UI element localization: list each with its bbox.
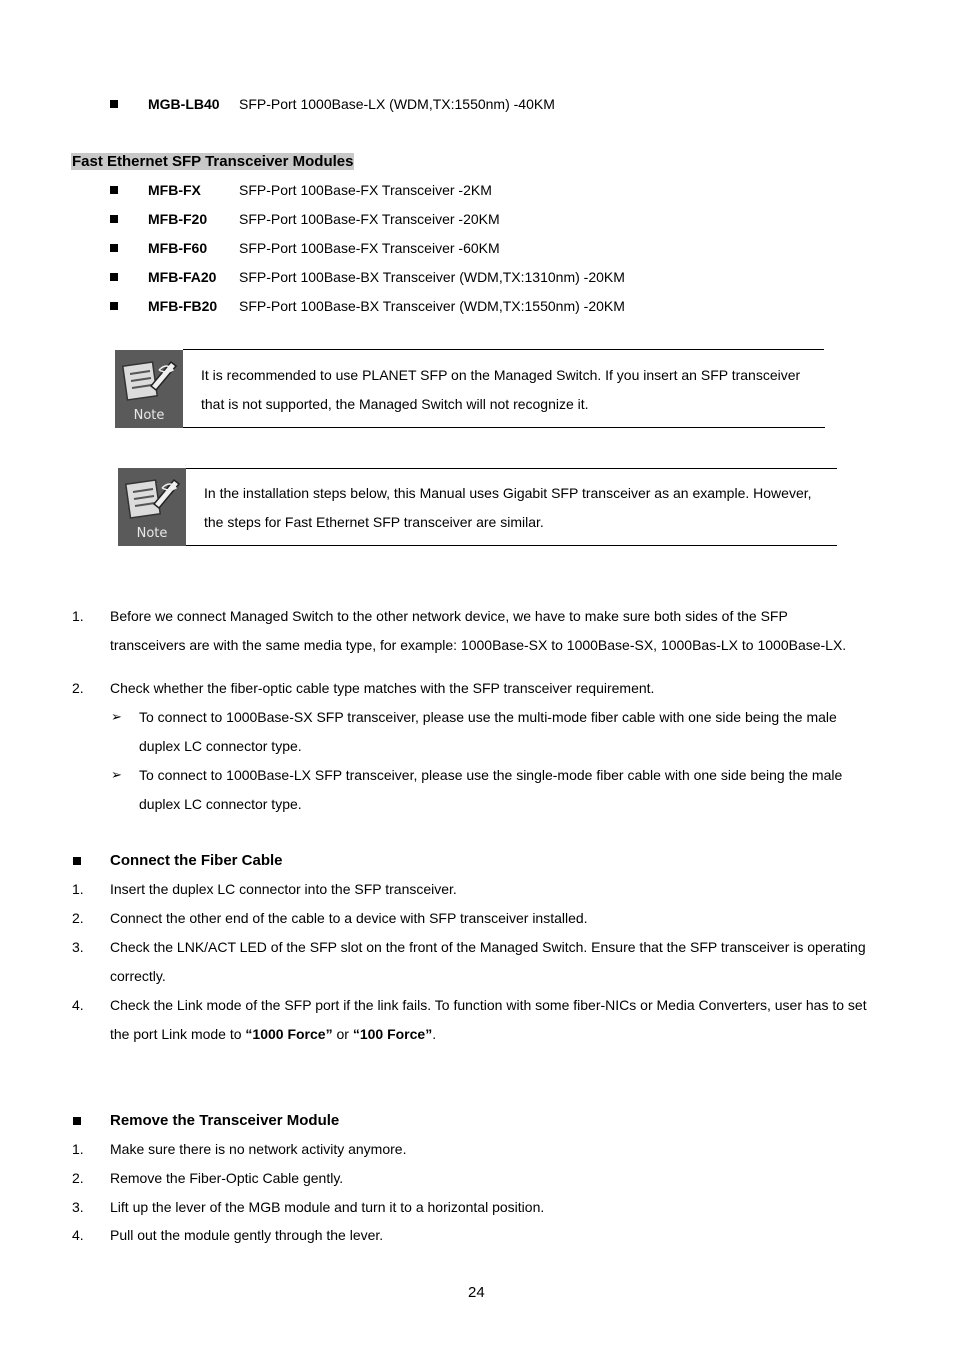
note-text: In the installation steps below, this Manual uses Gigabit SFP transceiver as an example. However, bbox=[204, 485, 812, 501]
step-text: Check whether the fiber-optic cable type matches with the SFP transceiver requirement. bbox=[110, 680, 655, 696]
note-icon bbox=[115, 350, 183, 428]
step-text: Pull out the module gently through the lever. bbox=[110, 1227, 384, 1243]
module-desc: SFP-Port 100Base-FX Transceiver -20KM bbox=[239, 211, 500, 227]
arrow-bullet-icon: ➢ bbox=[111, 767, 122, 782]
step-text: Lift up the lever of the MGB module and turn it to a horizontal position. bbox=[110, 1199, 545, 1215]
step-text: Remove the Fiber-Optic Cable gently. bbox=[110, 1170, 344, 1186]
step-number: 2. bbox=[72, 910, 84, 926]
step-text: Check the LNK/ACT LED of the SFP slot on the front of the Managed Switch. Ensure that the SFP transceiver is operating bbox=[110, 939, 866, 955]
step-number: 3. bbox=[72, 1199, 84, 1215]
note-bottom-rule bbox=[183, 427, 825, 428]
note-text: It is recommended to use PLANET SFP on the Managed Switch. If you insert an SFP transceiver bbox=[201, 367, 801, 383]
step-text: the port Link mode to bbox=[110, 1026, 246, 1042]
svg-text:Note: Note bbox=[136, 526, 168, 541]
step-number: 2. bbox=[72, 680, 84, 696]
page-number: 24 bbox=[468, 1284, 485, 1301]
note-text: the steps for Fast Ethernet SFP transceiver are similar. bbox=[204, 514, 544, 530]
step-number: 1. bbox=[72, 1141, 84, 1157]
arrow-bullet-icon: ➢ bbox=[111, 709, 122, 724]
note-bottom-rule bbox=[186, 545, 837, 546]
bullet-square-icon bbox=[73, 1117, 81, 1125]
step-text: transceivers are with the same media type, for example: 1000Base-SX to 1000Base-SX, 1000Bas-LX to 1000Base-LX. bbox=[110, 637, 847, 653]
step-text: Connect the other end of the cable to a device with SFP transceiver installed. bbox=[110, 910, 588, 926]
step-text: . bbox=[432, 1026, 437, 1042]
bullet-square-icon bbox=[110, 100, 118, 108]
note-text: that is not supported, the Managed Switch will not recognize it. bbox=[201, 396, 589, 412]
step-text: Make sure there is no network activity anymore. bbox=[110, 1141, 407, 1157]
step-number: 4. bbox=[72, 997, 84, 1013]
mode-1000-force: “1000 Force” bbox=[245, 1026, 333, 1042]
sub-step-text: duplex LC connector type. bbox=[139, 738, 302, 754]
step-text: Insert the duplex LC connector into the SFP transceiver. bbox=[110, 881, 457, 897]
step-number: 3. bbox=[72, 939, 84, 955]
step-text: Before we connect Managed Switch to the other network device, we have to make sure both sides of the SFP bbox=[110, 608, 788, 624]
sub-step-text: To connect to 1000Base-LX SFP transceiver, please use the single-mode fiber cable with one side being the male bbox=[139, 767, 843, 783]
bullet-square-icon bbox=[110, 244, 118, 252]
step-text: or bbox=[332, 1026, 353, 1042]
module-desc: SFP-Port 1000Base-LX (WDM,TX:1550nm) -40KM bbox=[239, 96, 555, 112]
step-number: 4. bbox=[72, 1227, 84, 1243]
module-code: MFB-F20 bbox=[148, 211, 208, 227]
step-number: 1. bbox=[72, 608, 84, 624]
module-code: MGB-LB40 bbox=[148, 96, 220, 112]
step-text-line bbox=[110, 1026, 436, 1042]
step-text: correctly. bbox=[110, 968, 166, 984]
module-code: MFB-FX bbox=[148, 182, 201, 198]
step-text: Check the Link mode of the SFP port if the link fails. To function with some fiber-NICs or Media Converters, user has to set bbox=[110, 997, 867, 1013]
module-code: MFB-FA20 bbox=[148, 269, 217, 285]
step-number: 1. bbox=[72, 881, 84, 897]
mode-100-force: “100 Force” bbox=[352, 1026, 433, 1042]
note-top-rule bbox=[186, 468, 837, 469]
module-code: MFB-FB20 bbox=[148, 298, 218, 314]
section-heading: Connect the Fiber Cable bbox=[110, 852, 283, 869]
bullet-square-icon bbox=[110, 215, 118, 223]
module-desc: SFP-Port 100Base-BX Transceiver (WDM,TX:1310nm) -20KM bbox=[239, 269, 625, 285]
bullet-square-icon bbox=[73, 857, 81, 865]
section-heading: Fast Ethernet SFP Transceiver Modules bbox=[72, 153, 354, 170]
module-desc: SFP-Port 100Base-FX Transceiver -2KM bbox=[239, 182, 492, 198]
bullet-square-icon bbox=[110, 273, 118, 281]
module-desc: SFP-Port 100Base-FX Transceiver -60KM bbox=[239, 240, 500, 256]
bullet-square-icon bbox=[110, 186, 118, 194]
sub-step-text: To connect to 1000Base-SX SFP transceiver, please use the multi-mode fiber cable with one side being the male bbox=[139, 709, 837, 725]
section-heading: Remove the Transceiver Module bbox=[110, 1112, 340, 1129]
module-desc: SFP-Port 100Base-BX Transceiver (WDM,TX:1550nm) -20KM bbox=[239, 298, 625, 314]
svg-text:Note: Note bbox=[133, 408, 165, 423]
module-code: MFB-F60 bbox=[148, 240, 208, 256]
sub-step-text: duplex LC connector type. bbox=[139, 796, 302, 812]
note-icon bbox=[118, 468, 186, 546]
note-top-rule bbox=[183, 349, 824, 350]
bullet-square-icon bbox=[110, 302, 118, 310]
step-number: 2. bbox=[72, 1170, 84, 1186]
